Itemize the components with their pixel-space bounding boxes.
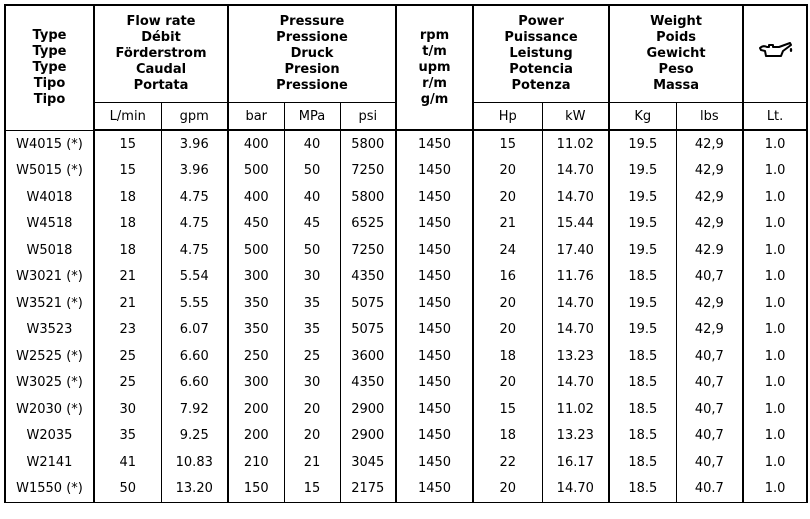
type-header-line: Type xyxy=(32,27,67,43)
cell-weight-kg: 18.5 xyxy=(609,264,676,291)
cell-rpm: 1450 xyxy=(396,211,473,238)
cell-weight-lbs: 42,9 xyxy=(676,290,743,317)
cell-power-hp: 22 xyxy=(473,449,542,476)
cell-pressure-mpa: 30 xyxy=(284,370,340,397)
table-row xyxy=(5,423,807,450)
rpm-header xyxy=(396,5,473,130)
flow-header-line: Caudal xyxy=(135,62,187,77)
cell-flow-gpm: 7.92 xyxy=(161,396,228,423)
cell-type: W5018 xyxy=(5,237,94,264)
cell-weight-kg: 19.5 xyxy=(609,290,676,317)
weight-header-line: Poids xyxy=(656,30,697,45)
cell-pressure-psi: 7250 xyxy=(340,237,396,264)
cell-weight-lbs: 40.7 xyxy=(676,476,743,503)
cell-pressure-mpa: 20 xyxy=(284,423,340,450)
power-header-line: Power xyxy=(518,14,564,29)
cell-pressure-psi: 2900 xyxy=(340,396,396,423)
table-row xyxy=(5,396,807,423)
cell-power-kw: 14.70 xyxy=(542,290,609,317)
cell-flow-gpm: 10.83 xyxy=(161,449,228,476)
cell-pressure-mpa: 45 xyxy=(284,211,340,238)
cell-flow-lmin: 18 xyxy=(94,211,161,238)
cell-weight-kg: 18.5 xyxy=(609,370,676,397)
pressure-header-line: Pressure xyxy=(279,14,345,29)
cell-power-kw: 13.23 xyxy=(542,343,609,370)
power-header xyxy=(473,5,609,103)
cell-flow-lmin: 23 xyxy=(94,317,161,344)
cell-weight-kg: 18.5 xyxy=(609,449,676,476)
cell-weight-kg: 18.5 xyxy=(609,343,676,370)
cell-oil-lt: 1.0 xyxy=(743,184,807,211)
cell-power-kw: 16.17 xyxy=(542,449,609,476)
cell-flow-lmin: 35 xyxy=(94,423,161,450)
cell-pressure-psi: 2175 xyxy=(340,476,396,503)
power-header-line: Potenza xyxy=(511,78,571,93)
cell-type: W2525 (*) xyxy=(5,343,94,370)
table-row xyxy=(5,290,807,317)
cell-pressure-bar: 350 xyxy=(228,290,284,317)
type-header-line: Type xyxy=(32,59,67,75)
table-row xyxy=(5,449,807,476)
cell-oil-lt: 1.0 xyxy=(743,317,807,344)
cell-type: W3523 xyxy=(5,317,94,344)
cell-pressure-bar: 450 xyxy=(228,211,284,238)
cell-pressure-psi: 6525 xyxy=(340,211,396,238)
cell-power-kw: 11.76 xyxy=(542,264,609,291)
pump-spec-table xyxy=(4,4,808,503)
cell-rpm: 1450 xyxy=(396,396,473,423)
cell-oil-lt: 1.0 xyxy=(743,237,807,264)
cell-weight-kg: 19.5 xyxy=(609,184,676,211)
cell-pressure-psi: 5800 xyxy=(340,130,396,158)
cell-weight-lbs: 42,9 xyxy=(676,184,743,211)
cell-power-kw: 13.23 xyxy=(542,423,609,450)
table-row xyxy=(5,184,807,211)
cell-power-kw: 14.70 xyxy=(542,184,609,211)
cell-weight-kg: 18.5 xyxy=(609,476,676,503)
cell-oil-lt: 1.0 xyxy=(743,264,807,291)
cell-weight-kg: 19.5 xyxy=(609,237,676,264)
cell-type: W4018 xyxy=(5,184,94,211)
cell-power-kw: 11.02 xyxy=(542,396,609,423)
unit-lbs: lbs xyxy=(676,103,743,131)
power-header-line: Leistung xyxy=(509,46,573,61)
type-header-line: Tipo xyxy=(33,91,66,107)
cell-power-kw: 14.70 xyxy=(542,370,609,397)
cell-power-hp: 16 xyxy=(473,264,542,291)
table-row xyxy=(5,476,807,503)
cell-flow-lmin: 21 xyxy=(94,264,161,291)
cell-power-hp: 20 xyxy=(473,290,542,317)
cell-pressure-psi: 3045 xyxy=(340,449,396,476)
cell-power-kw: 11.02 xyxy=(542,130,609,158)
cell-flow-gpm: 3.96 xyxy=(161,158,228,185)
cell-flow-lmin: 15 xyxy=(94,130,161,158)
cell-weight-kg: 19.5 xyxy=(609,317,676,344)
cell-weight-lbs: 42,9 xyxy=(676,130,743,158)
cell-pressure-psi: 5800 xyxy=(340,184,396,211)
cell-weight-lbs: 42,9 xyxy=(676,158,743,185)
cell-rpm: 1450 xyxy=(396,264,473,291)
cell-weight-lbs: 40,7 xyxy=(676,370,743,397)
cell-pressure-psi: 3600 xyxy=(340,343,396,370)
cell-power-kw: 17.40 xyxy=(542,237,609,264)
cell-type: W3025 (*) xyxy=(5,370,94,397)
cell-rpm: 1450 xyxy=(396,290,473,317)
rpm-header-line: rpm xyxy=(419,27,450,43)
cell-flow-gpm: 5.55 xyxy=(161,290,228,317)
cell-pressure-bar: 500 xyxy=(228,237,284,264)
unit-lmin: L/min xyxy=(94,103,161,131)
cell-power-kw: 14.70 xyxy=(542,158,609,185)
cell-flow-gpm: 5.54 xyxy=(161,264,228,291)
cell-weight-kg: 19.5 xyxy=(609,211,676,238)
cell-power-hp: 15 xyxy=(473,130,542,158)
flow-header-line: Débit xyxy=(141,30,181,45)
cell-flow-lmin: 50 xyxy=(94,476,161,503)
table-row xyxy=(5,158,807,185)
cell-flow-lmin: 25 xyxy=(94,343,161,370)
cell-pressure-bar: 200 xyxy=(228,423,284,450)
table-row xyxy=(5,264,807,291)
cell-pressure-psi: 7250 xyxy=(340,158,396,185)
table-body xyxy=(5,130,807,503)
cell-pressure-psi: 4350 xyxy=(340,370,396,397)
cell-power-hp: 20 xyxy=(473,184,542,211)
unit-bar: bar xyxy=(228,103,284,131)
cell-pressure-bar: 150 xyxy=(228,476,284,503)
cell-rpm: 1450 xyxy=(396,423,473,450)
weight-header-line: Gewicht xyxy=(646,46,706,61)
type-header-line: Tipo xyxy=(33,75,66,91)
cell-pressure-bar: 350 xyxy=(228,317,284,344)
cell-type: W3021 (*) xyxy=(5,264,94,291)
power-header-line: Potencia xyxy=(509,62,573,77)
cell-flow-lmin: 25 xyxy=(94,370,161,397)
unit-kw: kW xyxy=(542,103,609,131)
pressure-header-line: Pressione xyxy=(276,30,348,45)
unit-hp: Hp xyxy=(473,103,542,131)
cell-weight-lbs: 40,7 xyxy=(676,423,743,450)
cell-flow-lmin: 18 xyxy=(94,237,161,264)
type-header xyxy=(5,5,94,130)
cell-pressure-mpa: 40 xyxy=(284,184,340,211)
cell-flow-lmin: 41 xyxy=(94,449,161,476)
cell-weight-lbs: 42,9 xyxy=(676,317,743,344)
pressure-header-line: Druck xyxy=(290,46,334,61)
cell-weight-lbs: 40,7 xyxy=(676,264,743,291)
cell-oil-lt: 1.0 xyxy=(743,423,807,450)
cell-rpm: 1450 xyxy=(396,237,473,264)
unit-kg: Kg xyxy=(609,103,676,131)
pressure-header xyxy=(228,5,396,103)
weight-header-line: Peso xyxy=(658,62,694,77)
cell-pressure-mpa: 25 xyxy=(284,343,340,370)
flow-rate-header xyxy=(94,5,228,103)
cell-pressure-bar: 200 xyxy=(228,396,284,423)
cell-pressure-bar: 300 xyxy=(228,370,284,397)
cell-rpm: 1450 xyxy=(396,343,473,370)
rpm-header-line: t/m xyxy=(422,43,447,59)
cell-pressure-bar: 300 xyxy=(228,264,284,291)
cell-pressure-mpa: 50 xyxy=(284,158,340,185)
cell-pressure-mpa: 30 xyxy=(284,264,340,291)
cell-weight-lbs: 40,7 xyxy=(676,343,743,370)
cell-flow-gpm: 4.75 xyxy=(161,184,228,211)
cell-power-hp: 21 xyxy=(473,211,542,238)
cell-flow-gpm: 6.07 xyxy=(161,317,228,344)
cell-rpm: 1450 xyxy=(396,158,473,185)
cell-oil-lt: 1.0 xyxy=(743,343,807,370)
cell-flow-lmin: 18 xyxy=(94,184,161,211)
cell-power-kw: 14.70 xyxy=(542,317,609,344)
cell-oil-lt: 1.0 xyxy=(743,158,807,185)
cell-power-hp: 20 xyxy=(473,370,542,397)
cell-rpm: 1450 xyxy=(396,184,473,211)
unit-lt: Lt. xyxy=(743,103,807,131)
cell-oil-lt: 1.0 xyxy=(743,290,807,317)
cell-weight-kg: 19.5 xyxy=(609,158,676,185)
cell-flow-gpm: 4.75 xyxy=(161,237,228,264)
cell-pressure-mpa: 21 xyxy=(284,449,340,476)
cell-pressure-psi: 2900 xyxy=(340,423,396,450)
cell-oil-lt: 1.0 xyxy=(743,396,807,423)
table-row xyxy=(5,370,807,397)
cell-type: W2030 (*) xyxy=(5,396,94,423)
cell-weight-kg: 18.5 xyxy=(609,423,676,450)
cell-rpm: 1450 xyxy=(396,130,473,158)
cell-pressure-bar: 250 xyxy=(228,343,284,370)
flow-header-line: Portata xyxy=(133,78,189,93)
cell-oil-lt: 1.0 xyxy=(743,211,807,238)
cell-rpm: 1450 xyxy=(396,476,473,503)
cell-pressure-mpa: 35 xyxy=(284,290,340,317)
flow-header-line: Flow rate xyxy=(126,14,196,29)
cell-pressure-mpa: 40 xyxy=(284,130,340,158)
cell-flow-lmin: 30 xyxy=(94,396,161,423)
cell-pressure-bar: 400 xyxy=(228,130,284,158)
unit-gpm: gpm xyxy=(161,103,228,131)
cell-pressure-mpa: 15 xyxy=(284,476,340,503)
flow-header-line: Förderstrom xyxy=(115,46,207,61)
cell-type: W3521 (*) xyxy=(5,290,94,317)
cell-type: W1550 (*) xyxy=(5,476,94,503)
cell-pressure-mpa: 50 xyxy=(284,237,340,264)
cell-pressure-mpa: 20 xyxy=(284,396,340,423)
cell-flow-gpm: 9.25 xyxy=(161,423,228,450)
cell-power-hp: 20 xyxy=(473,317,542,344)
table-row xyxy=(5,237,807,264)
cell-pressure-psi: 4350 xyxy=(340,264,396,291)
power-header-line: Puissance xyxy=(504,30,578,45)
cell-flow-gpm: 6.60 xyxy=(161,370,228,397)
cell-power-hp: 20 xyxy=(473,476,542,503)
oil-can-icon xyxy=(757,41,793,63)
cell-type: W2141 xyxy=(5,449,94,476)
rpm-header-line: r/m xyxy=(422,75,447,91)
cell-weight-lbs: 42.9 xyxy=(676,237,743,264)
cell-weight-lbs: 40,7 xyxy=(676,396,743,423)
rpm-header-line: g/m xyxy=(420,91,449,107)
unit-psi: psi xyxy=(340,103,396,131)
cell-flow-gpm: 6.60 xyxy=(161,343,228,370)
cell-power-hp: 15 xyxy=(473,396,542,423)
cell-oil-lt: 1.0 xyxy=(743,130,807,158)
cell-type: W4015 (*) xyxy=(5,130,94,158)
cell-flow-gpm: 3.96 xyxy=(161,130,228,158)
pressure-header-line: Pressione xyxy=(276,78,348,93)
cell-pressure-psi: 5075 xyxy=(340,290,396,317)
type-header-line: Type xyxy=(32,43,67,59)
cell-pressure-mpa: 35 xyxy=(284,317,340,344)
cell-type: W5015 (*) xyxy=(5,158,94,185)
cell-type: W2035 xyxy=(5,423,94,450)
cell-power-kw: 14.70 xyxy=(542,476,609,503)
table-row xyxy=(5,343,807,370)
table-row xyxy=(5,211,807,238)
cell-flow-lmin: 21 xyxy=(94,290,161,317)
table-row xyxy=(5,130,807,158)
unit-mpa: MPa xyxy=(284,103,340,131)
rpm-header-line: upm xyxy=(418,59,451,75)
cell-weight-lbs: 42,9 xyxy=(676,211,743,238)
cell-flow-gpm: 13.20 xyxy=(161,476,228,503)
cell-pressure-bar: 210 xyxy=(228,449,284,476)
cell-power-hp: 24 xyxy=(473,237,542,264)
cell-flow-gpm: 4.75 xyxy=(161,211,228,238)
cell-pressure-bar: 400 xyxy=(228,184,284,211)
weight-header-line: Weight xyxy=(650,14,703,29)
cell-weight-lbs: 40,7 xyxy=(676,449,743,476)
table-row xyxy=(5,317,807,344)
cell-type: W4518 xyxy=(5,211,94,238)
oil-header xyxy=(743,5,807,103)
cell-rpm: 1450 xyxy=(396,449,473,476)
cell-power-hp: 18 xyxy=(473,343,542,370)
cell-weight-kg: 18.5 xyxy=(609,396,676,423)
cell-pressure-psi: 5075 xyxy=(340,317,396,344)
cell-flow-lmin: 15 xyxy=(94,158,161,185)
pressure-header-line: Presion xyxy=(284,62,340,77)
cell-oil-lt: 1.0 xyxy=(743,370,807,397)
cell-pressure-bar: 500 xyxy=(228,158,284,185)
cell-rpm: 1450 xyxy=(396,317,473,344)
cell-weight-kg: 19.5 xyxy=(609,130,676,158)
cell-oil-lt: 1.0 xyxy=(743,449,807,476)
weight-header xyxy=(609,5,743,103)
cell-power-hp: 20 xyxy=(473,158,542,185)
cell-power-kw: 15.44 xyxy=(542,211,609,238)
cell-oil-lt: 1.0 xyxy=(743,476,807,503)
cell-rpm: 1450 xyxy=(396,370,473,397)
cell-power-hp: 18 xyxy=(473,423,542,450)
weight-header-line: Massa xyxy=(653,78,700,93)
